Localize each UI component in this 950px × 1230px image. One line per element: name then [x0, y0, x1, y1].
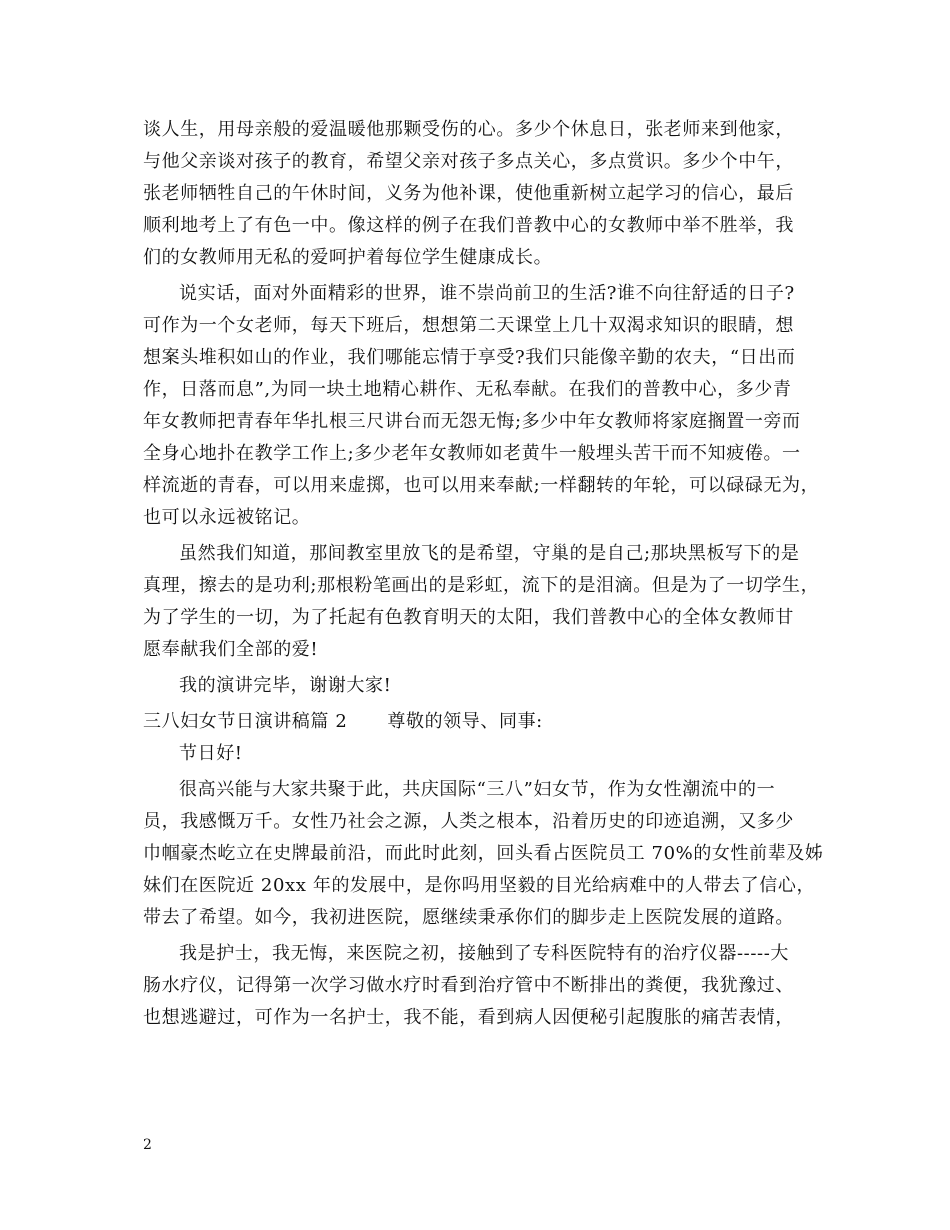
- text-line: 样流逝的青春，可以用来虚掷，也可以用来奉献;一样翻转的年轮，可以碌碌无为，: [143, 475, 820, 496]
- section-title: 三八妇女节日演讲稿篇 2: [143, 711, 348, 732]
- text-line: 真理，擦去的是功利;那根粉笔画出的是彩虹，流下的是泪滴。但是为了一切学生，: [143, 575, 820, 596]
- text-line: 年女教师把青春年华扎根三尺讲台而无怨无悔;多少中年女教师将家庭搁置一旁而: [143, 411, 801, 432]
- text-line: 作，日落而息”,为同一块土地精心耕作、无私奉献。在我们的普教中心，多少青: [143, 379, 792, 400]
- salutation: 尊敬的领导、同事:: [387, 711, 543, 732]
- text-line: 员，我感慨万千。女性乃社会之源，人类之根本，沿着历史的印迹追溯，又多少: [143, 811, 794, 832]
- text-line: 为了学生的一切，为了托起有色教育明天的太阳，我们普教中心的全体女教师甘: [143, 607, 794, 628]
- paragraph-3: [143, 538, 833, 666]
- paragraph-2: [143, 278, 833, 534]
- text-line: 愿奉献我们全部的爱!: [143, 639, 319, 660]
- text-line: 很高兴能与大家共聚于此，共庆国际“三八”妇女节，作为女性潮流中的一: [179, 779, 776, 800]
- text-line: 张老师牺牲自己的午休时间，义务为他补课，使他重新树立起学习的信心，最后: [143, 183, 794, 204]
- text-line: 们的女教师用无私的爱呵护着每位学生健康成长。: [143, 247, 553, 268]
- greeting: 节日好!: [179, 743, 243, 764]
- paragraph-5: [143, 938, 833, 1034]
- text-line: 我是护士，我无悔，来医院之初，接触到了专科医院特有的治疗仪器-----大: [179, 943, 790, 964]
- text-line: 顺利地考上了有色一中。像这样的例子在我们普教中心的女教师中举不胜举，我: [143, 215, 794, 236]
- text-line: 全身心地扑在教学工作上;多少老年女教师如老黄牛一般埋头苦干而不知疲倦。一: [143, 443, 801, 464]
- text-line: 带去了希望。如今，我初进医院，愿继续秉承你们的脚步走上医院发展的道路。: [143, 907, 794, 928]
- text-line: 谈人生，用母亲般的爱温暖他那颗受伤的心。多少个休息日，张老师来到他家，: [143, 119, 794, 140]
- text-line: 也可以永远被铭记。: [143, 507, 311, 528]
- text-line: 想案头堆积如山的作业，我们哪能忘情于享受?我们只能像辛勤的农夫，“日出而: [143, 347, 796, 368]
- paragraph-4: [143, 774, 833, 934]
- document-body: [143, 114, 833, 1034]
- text-line: 可作为一个女老师，每天下班后，想想第二天课堂上几十双渴求知识的眼睛，想: [143, 315, 794, 336]
- text-line: 妹们在医院近 20xx 年的发展中，是你吗用坚毅的目光给病难中的人带去了信心，: [143, 875, 816, 896]
- page-number: 2: [143, 1137, 152, 1153]
- text-line: 也想逃避过，可作为一名护士，我不能，看到病人因便秘引起腹胀的痛苦表情，: [143, 1007, 794, 1028]
- text-line: 巾帼豪杰屹立在史牌最前沿，而此时此刻，回头看占医院员工 70%的女性前辈及姊: [143, 843, 824, 864]
- paragraph-1: [143, 114, 833, 274]
- text-line: 虽然我们知道，那间教室里放飞的是希望，守巢的是自己;那块黑板写下的是: [179, 543, 800, 564]
- text-line: 肠水疗仪，记得第一次学习做水疗时看到治疗管中不断排出的粪便，我犹豫过、: [143, 975, 794, 996]
- text-line: 说实话，面对外面精彩的世界，谁不崇尚前卫的生活?谁不向往舒适的日子?: [179, 283, 795, 304]
- closing-remark: 我的演讲完毕，谢谢大家!: [179, 675, 392, 696]
- section-title-line: [143, 706, 833, 738]
- text-line: 与他父亲谈对孩子的教育，希望父亲对孩子多点关心，多点赏识。多少个中午，: [143, 151, 794, 172]
